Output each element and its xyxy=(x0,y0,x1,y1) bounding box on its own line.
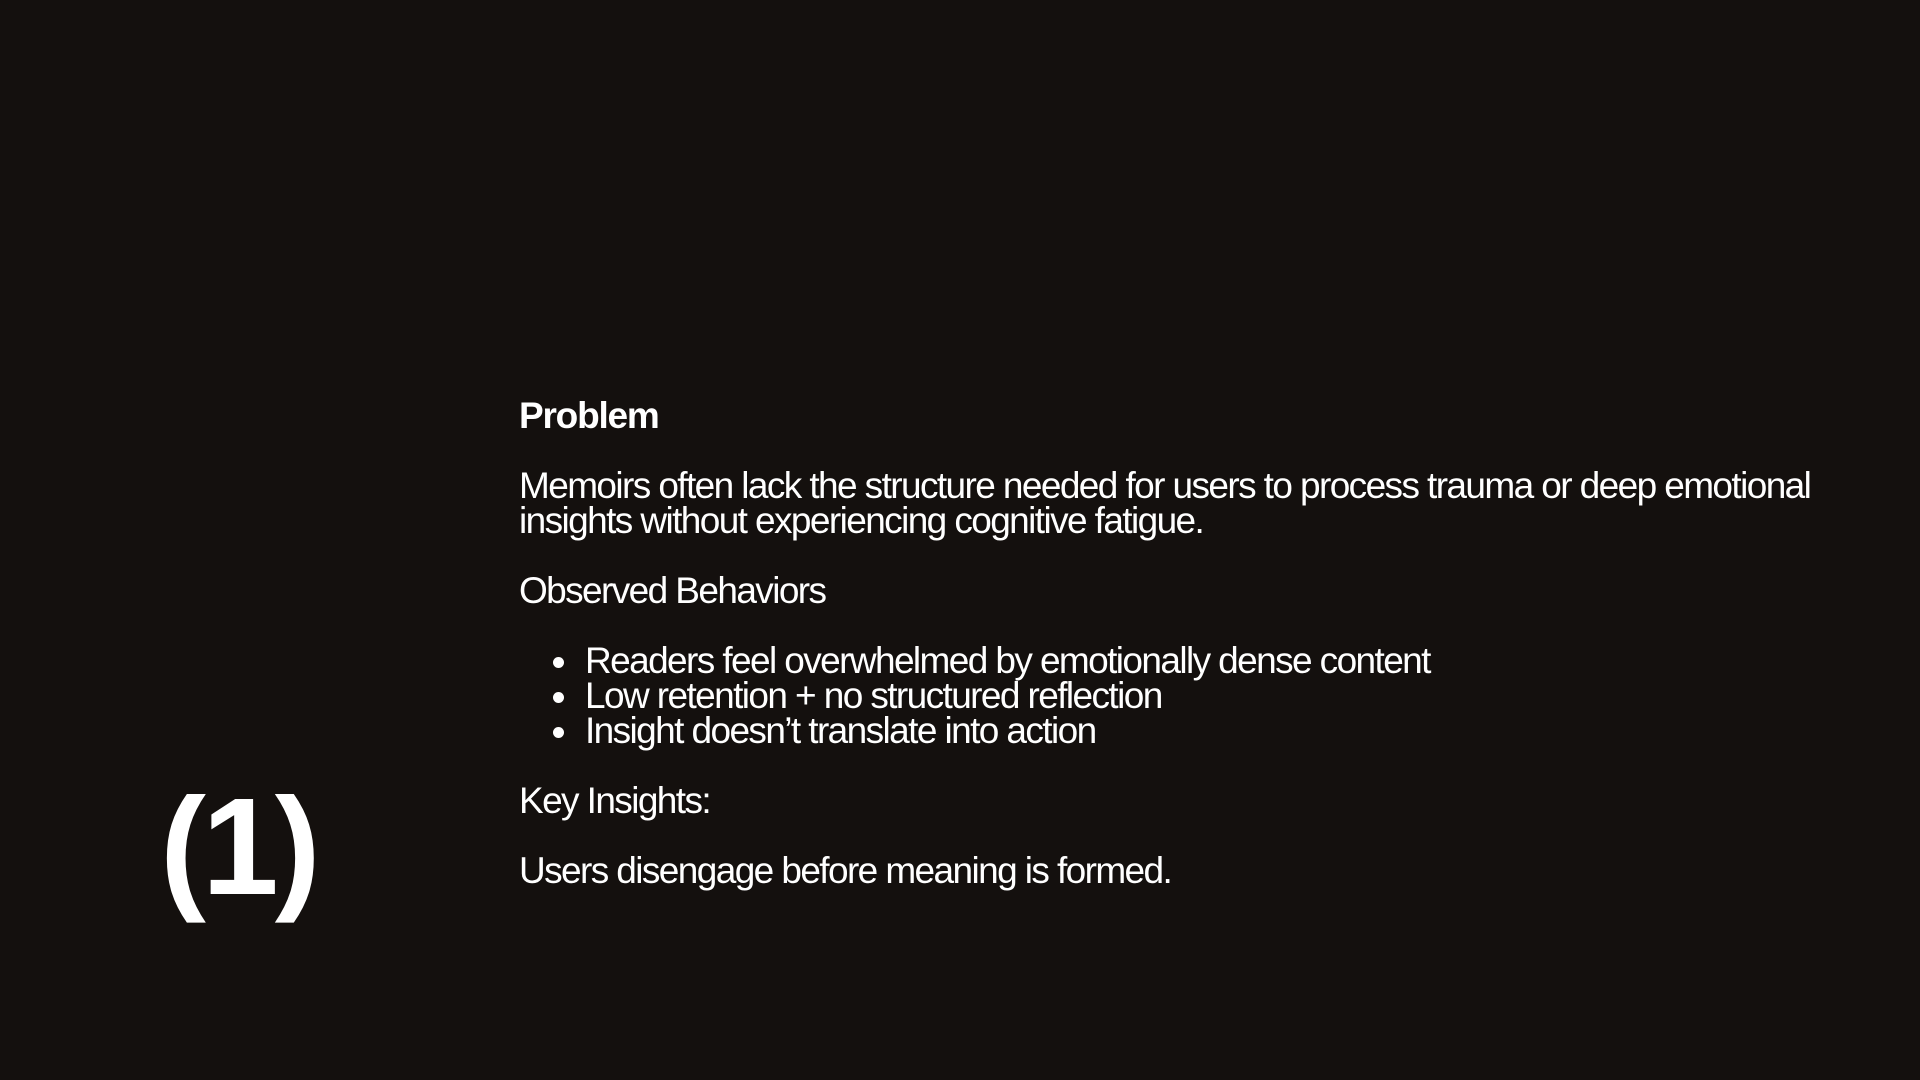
slide-content xyxy=(519,395,1819,891)
spacer xyxy=(519,818,1819,853)
list-item: Insight doesn’t translate into action xyxy=(585,713,1819,748)
problem-text: Memoirs often lack the structure needed for users to process trauma or deep emotional insights without experiencing cognitive fatigue. xyxy=(519,465,1811,541)
spacer xyxy=(519,538,1819,573)
section-number: (1) xyxy=(160,770,317,924)
list-item: Readers feel overwhelmed by emotionally dense content xyxy=(585,643,1819,678)
key-insights-heading: Key Insights: xyxy=(519,780,711,821)
list-item: Low retention + no structured reflection xyxy=(585,678,1819,713)
key-insights-text: Users disengage before meaning is formed. xyxy=(519,850,1172,891)
spacer xyxy=(519,608,1819,643)
spacer xyxy=(519,748,1819,783)
observed-behaviors-heading: Observed Behaviors xyxy=(519,570,826,611)
observed-behaviors-list xyxy=(519,640,1819,751)
problem-heading: Problem xyxy=(519,395,659,436)
spacer xyxy=(519,433,1819,468)
